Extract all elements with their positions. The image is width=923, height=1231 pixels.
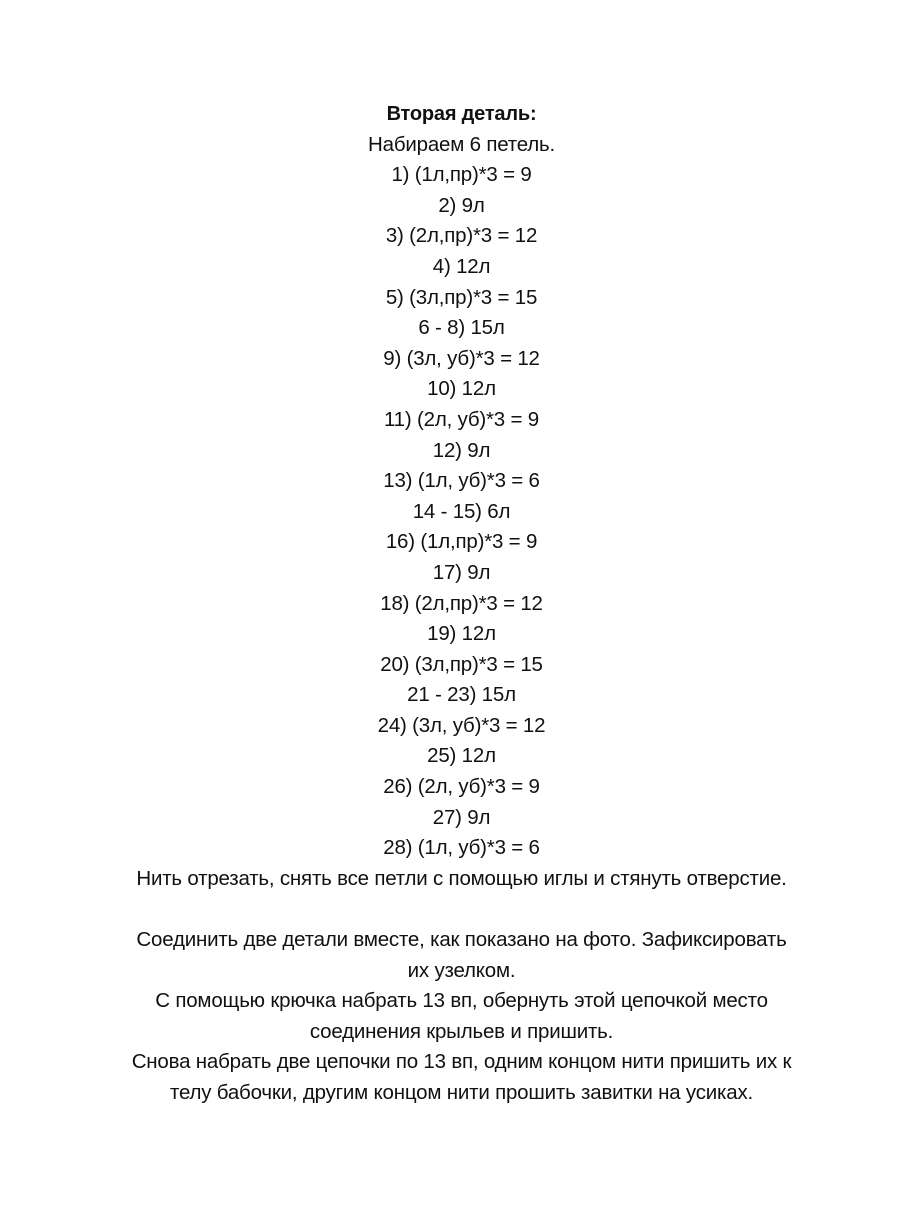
pattern-row: 25) 12л: [427, 744, 496, 768]
assembly-instructions: [0, 925, 923, 1109]
pattern-row: 1) (1л,пр)*3 = 9: [391, 163, 532, 187]
assembly-line: С помощью крючка набрать 13 вп, обернуть этой цепочкой место: [155, 989, 768, 1013]
assembly-line: телу бабочки, другим концом нити прошить завитки на усиках.: [170, 1081, 753, 1104]
assembly-line: Соединить две детали вместе, как показано на фото. Зафиксировать: [136, 928, 787, 952]
pattern-row: 6 - 8) 15л: [418, 316, 505, 340]
assembly-line: их узелком.: [407, 958, 516, 982]
pattern-row: 9) (3л, уб)*3 = 12: [383, 346, 540, 370]
pattern-row: 28) (1л, уб)*3 = 6: [383, 836, 540, 860]
finish-text: Нить отрезать, снять все петли с помощью иглы и стянуть отверстие.: [136, 866, 787, 890]
pattern-row: 12) 9л: [432, 438, 491, 462]
pattern-row: 18) (2л,пр)*3 = 12: [380, 591, 543, 615]
pattern-row: 26) (2л, уб)*3 = 9: [383, 775, 540, 799]
pattern-row: 5) (3л,пр)*3 = 15: [385, 285, 538, 309]
pattern-row: 2) 9л: [438, 193, 485, 217]
pattern-row: 13) (1л, уб)*3 = 6: [383, 469, 540, 493]
pattern-row: 14 - 15) 6л: [412, 499, 511, 523]
pattern-row: 16) (1л,пр)*3 = 9: [385, 530, 538, 554]
spacer: [0, 894, 923, 925]
pattern-row: 3) (2л,пр)*3 = 12: [385, 224, 538, 248]
pattern-row: 19) 12л: [427, 622, 496, 646]
pattern-row: 20) (3л,пр)*3 = 15: [380, 652, 543, 676]
pattern-row: 24) (3л, уб)*3 = 12: [377, 713, 546, 737]
rows-list: [0, 160, 923, 864]
assembly-line: соединения крыльев и пришить.: [309, 1019, 614, 1043]
section-title: Вторая деталь:: [386, 103, 537, 125]
document: [0, 99, 923, 1109]
pattern-row: 21 - 23) 15л: [407, 683, 516, 707]
pattern-row: 4) 12л: [432, 254, 491, 278]
pattern-row: 11) (2л, уб)*3 = 9: [384, 407, 539, 431]
intro-text: Набираем 6 петель.: [368, 132, 555, 156]
pattern-row: 27) 9л: [432, 805, 491, 829]
pattern-row: 17) 9л: [432, 560, 491, 584]
pattern-row: 10) 12л: [427, 377, 496, 401]
assembly-line: Снова набрать две цепочки по 13 вп, одним концом нити пришить их к: [131, 1050, 792, 1074]
